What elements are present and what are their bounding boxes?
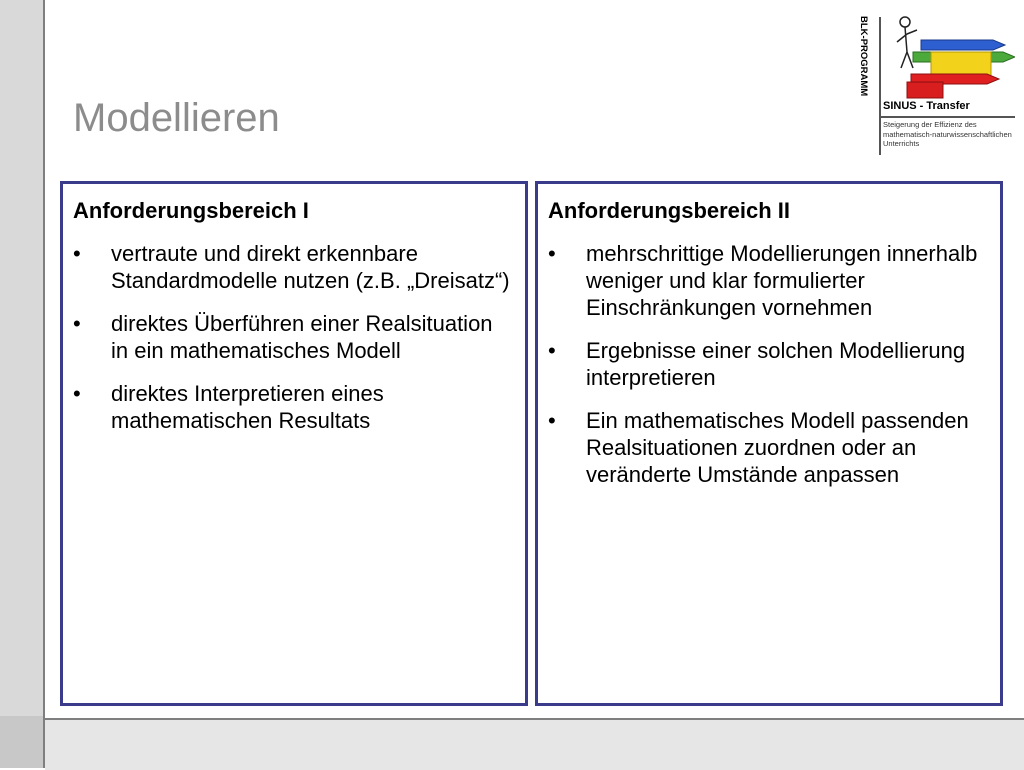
logo-divider — [879, 17, 881, 155]
bullet-text: Ergebnisse einer solchen Modellierung interpretieren — [586, 338, 966, 390]
bullet-text: vertraute und direkt erkennbare Standardmodelle nutzen (z.B. „Dreisatz“) — [111, 241, 510, 293]
bullet-text: mehrschrittige Modellierungen innerhalb weniger und klar formulierter Einschränkungen vornehmen — [586, 241, 978, 320]
blue-pencil-icon — [921, 40, 1005, 50]
logo-subtitle — [883, 120, 1013, 149]
bullet-icon: • — [73, 381, 81, 406]
list-item — [548, 337, 988, 391]
list-item — [548, 240, 988, 321]
bullet-icon: • — [548, 408, 556, 433]
red-block-icon — [907, 82, 943, 98]
blk-programm-vertical-text — [855, 12, 879, 122]
logo-subtitle-line: mathematisch-naturwissenschaftlichen — [883, 129, 1012, 139]
left-side-bar — [0, 0, 45, 768]
logo-subtitle-line: Unterrichts — [883, 139, 920, 148]
left-bar-corner — [0, 716, 43, 768]
bullet-text: direktes Interpretieren eines mathematischen Resultats — [111, 381, 384, 433]
bullet-icon: • — [73, 311, 81, 336]
anforderungsbereich-2-box — [535, 181, 1003, 706]
bottom-bar — [45, 718, 1024, 770]
box-heading: Anforderungsbereich II — [548, 198, 791, 223]
bullet-icon: • — [548, 338, 556, 363]
anforderungsbereich-1-box — [60, 181, 528, 706]
logo-underline — [881, 116, 1015, 118]
bullet-icon: • — [73, 241, 81, 266]
sinus-transfer-logo — [855, 12, 1015, 162]
bullet-list — [73, 240, 513, 450]
slide-title: Modellieren — [73, 96, 280, 140]
list-item — [73, 310, 513, 364]
pencils-icon — [883, 12, 1015, 100]
logo-title: SINUS - Transfer — [883, 100, 970, 112]
logo-vertical-label: BLK-PROGRAMM — [858, 16, 869, 97]
bullet-text: Ein mathematisches Modell passenden Realsituationen zuordnen oder an veränderte Umstände anpassen — [586, 408, 969, 487]
logo-subtitle-line: Steigerung der Effizienz des — [883, 120, 977, 129]
list-item — [73, 380, 513, 434]
bullet-list — [548, 240, 988, 504]
list-item — [548, 407, 988, 488]
bullet-text: direktes Überführen einer Realsituation in ein mathematisches Modell — [111, 311, 493, 363]
bullet-icon: • — [548, 241, 556, 266]
box-heading: Anforderungsbereich I — [73, 198, 309, 223]
list-item — [73, 240, 513, 294]
